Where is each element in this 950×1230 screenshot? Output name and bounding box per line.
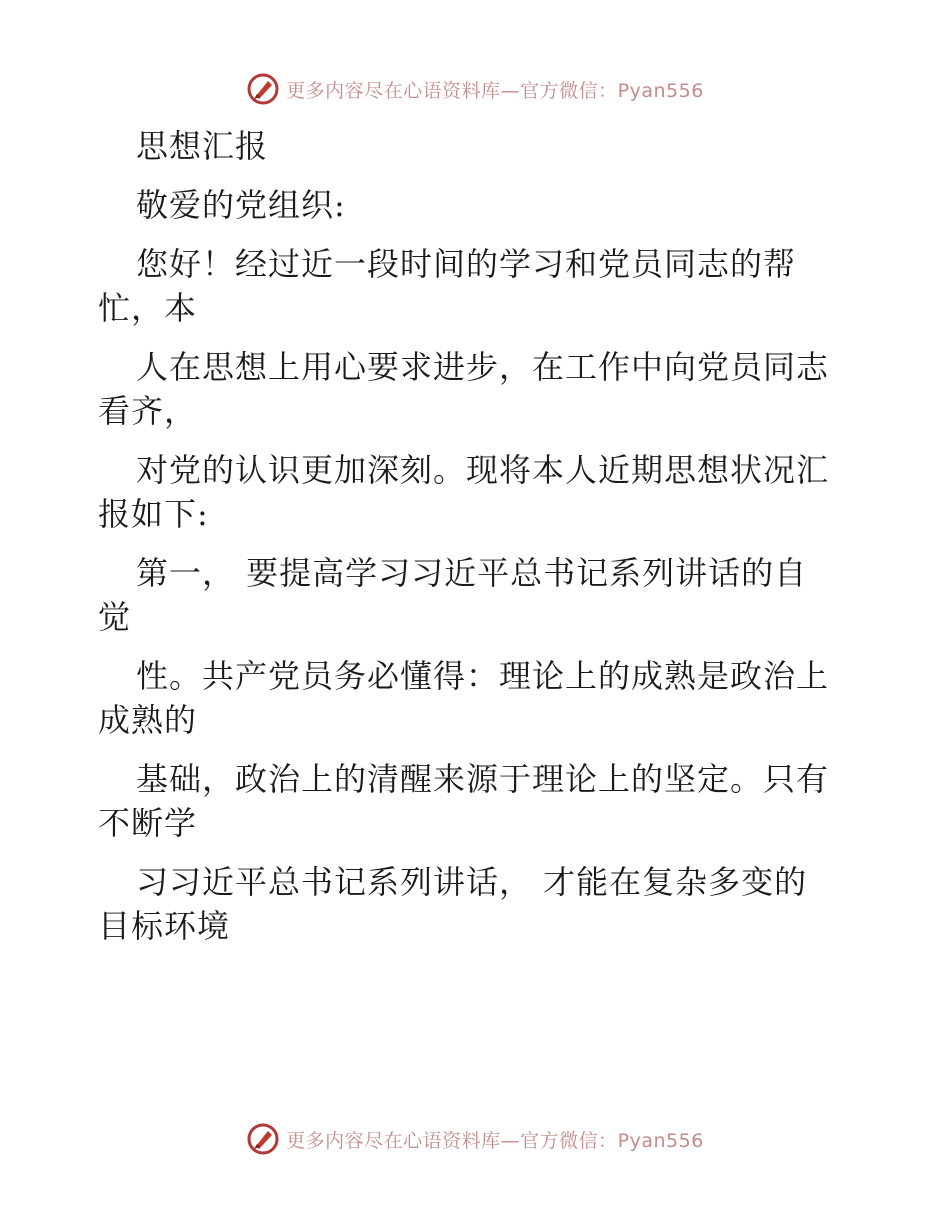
watermark-text: 更多内容尽在心语资料库—官方微信：Pyan556 <box>286 1129 704 1152</box>
paragraph-line: 觉 <box>98 598 132 636</box>
doc-title: 思想汇报 <box>136 127 269 165</box>
paragraph-line: 基础，政治上的清醒来源于理论上的坚定。只有 <box>136 760 830 798</box>
paragraph-line: 习习近平总书记系列讲话， 才能在复杂多变的 <box>136 863 808 901</box>
paragraph-line: 看齐， <box>98 392 198 430</box>
paragraph-line: 成熟的 <box>98 701 198 739</box>
salutation: 敬爱的党组织: <box>136 186 346 224</box>
pen-nib-logo-icon <box>246 72 280 106</box>
paragraph-line: 忙，本 <box>98 289 198 327</box>
footer-watermark <box>0 1122 950 1156</box>
paragraph-line: 目标环境 <box>98 907 231 945</box>
header-watermark <box>0 72 950 106</box>
paragraph-line: 第一， 要提高学习习近平总书记系列讲话的自 <box>136 554 808 592</box>
paragraph-line: 报如下: <box>98 495 209 533</box>
watermark-text: 更多内容尽在心语资料库—官方微信：Pyan556 <box>286 79 704 102</box>
paragraph-line: 不断学 <box>98 804 198 842</box>
pen-nib-logo-icon <box>246 1122 280 1156</box>
paragraph-line: 性。共产党员务必懂得：理论上的成熟是政治上 <box>136 657 830 695</box>
paragraph-line: 人在思想上用心要求进步，在工作中向党员同志 <box>136 348 830 386</box>
paragraph-line: 对党的认识更加深刻。现将本人近期思想状况汇 <box>136 451 830 489</box>
document-body <box>98 124 858 948</box>
paragraph-line: 您好！经过近一段时间的学习和党员同志的帮 <box>136 245 797 283</box>
